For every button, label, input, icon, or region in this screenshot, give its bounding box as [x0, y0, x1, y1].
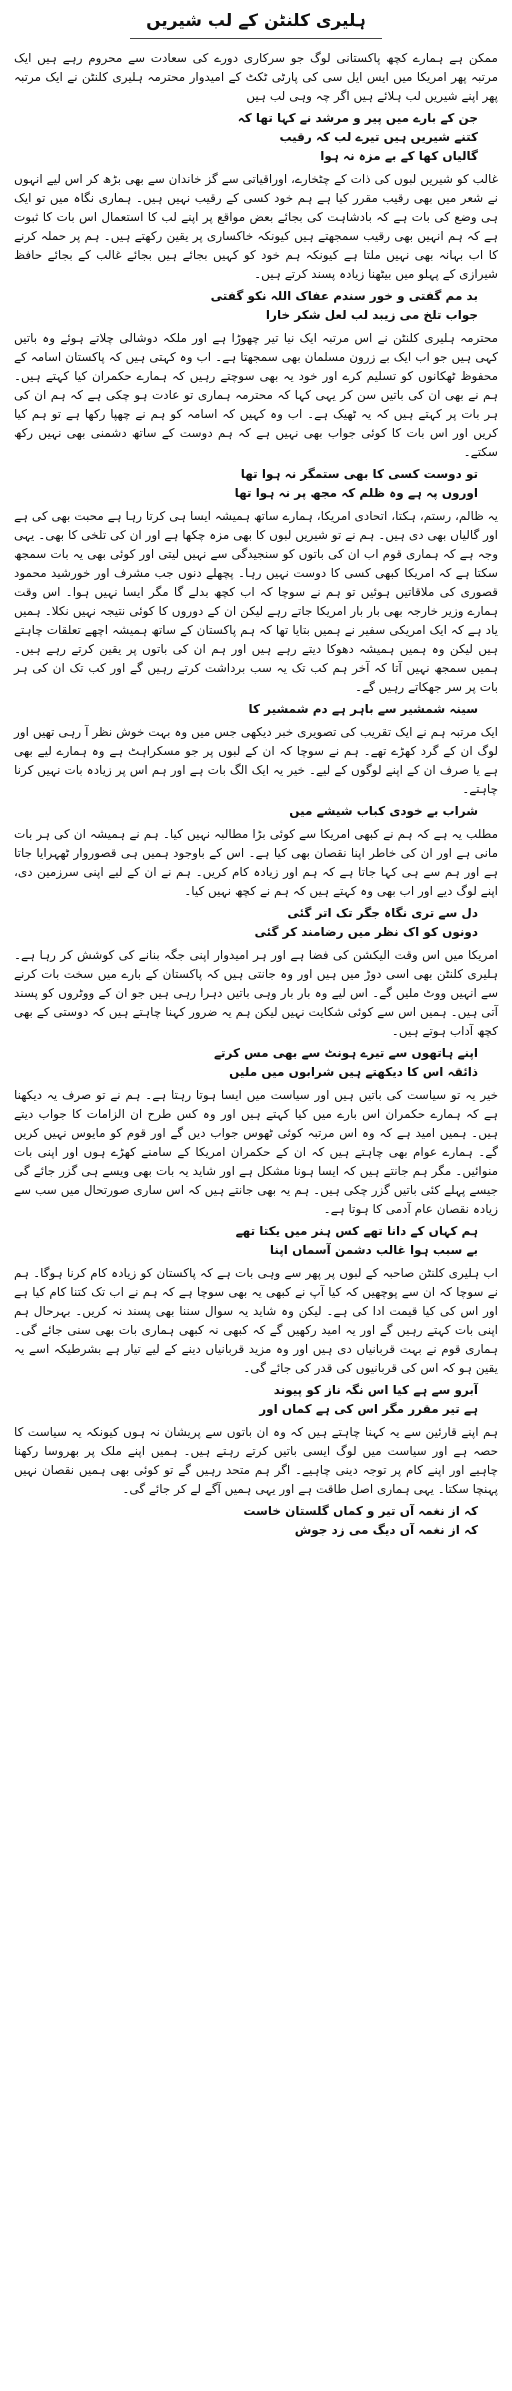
verse-line: اپنے ہاتھوں سے تیرے ہونٹ سے بھی مس کرتے	[214, 1046, 478, 1060]
verse	[14, 1222, 498, 1260]
verse	[14, 109, 498, 166]
verse	[14, 802, 498, 821]
paragraph: خیر یہ تو سیاست کی باتیں ہیں اور سیاست میں ایسا ہوتا رہتا ہے۔ ہم نے تو صرف یہ دیکھنا ہے کہ ہمارے حکمران اس بارے میں کیا کہتے ہیں اور وہ کس طرح ان الزامات کا جواب دیتے ہیں۔ ہمیں امید ہے کہ وہ اس مرتبہ کوئی ٹھوس جواب دیں گے اور قوم کو مایوس نہیں کریں گے۔ ہمارے عوام بھی چاہتے ہیں کہ ان کے حکمران امریکا کے سامنے کھڑے ہوں اور اپنی بات منوائیں۔ مگر ہم جانتے ہیں کہ ایسا ہونا مشکل ہے اور شاید یہ بات بھی ویسے ہی گزر جائے گی جیسے پہلے کئی باتیں گزر چکی ہیں۔ ہم یہ بھی جانتے ہیں کہ اس ساری صورتحال میں سب سے زیادہ نقصان عام آدمی کا ہوتا ہے۔	[14, 1088, 498, 1216]
verse-line: ہم کہاں کے دانا تھے کس ہنر میں یکتا تھے	[235, 1224, 478, 1238]
verse-line: سینہ شمشیر سے باہر ہے دم شمشیر کا	[248, 702, 478, 716]
verse-line: کہ از نغمہ آں دیگ می زد جوش	[294, 1523, 478, 1537]
verse-line: کہ از نغمہ آں تیر و کماں گلستان خاست	[243, 1504, 478, 1518]
verse	[14, 287, 498, 325]
verse	[14, 700, 498, 719]
verse-line: جن کے بارے میں پیر و مرشد نے کہا تھا کہ	[237, 111, 478, 125]
verse-line: آبرو سے ہے کیا اس نگہ ناز کو پیوند	[273, 1383, 478, 1397]
verse	[14, 904, 498, 942]
verse-line: کتنے شیریں ہیں تیرے لب کہ رقیب	[279, 130, 478, 144]
title-wrap	[14, 8, 498, 39]
verse-line: بے سبب ہوا غالب دشمن آسماں اپنا	[269, 1243, 478, 1257]
article-body	[14, 49, 498, 1540]
verse-line: تو دوست کسی کا بھی ستمگر نہ ہوا تھا	[240, 467, 478, 481]
paragraph: غالب کو شیریں لبوں کی ذات کے چٹخارے، اوراقیاتی سے گز خاندان سے بھی بڑھ کر اس لیے انہوں نے شعر میں بھی رقیب مقرر کیا ہے ہم خود کسی کے رقیب نہیں ہیں۔ ہماری نگاہ میں تو ایک ہی وضع کی بات ہے کہ بادشاہت کی بجائے بعض مواقع پر اپنے لب کا استعمال اس بات کا ثبوت ہے کہ ہم انہیں بھی رقیب سمجھتے ہیں کیونکہ خاکساری پر یقین رکھتے ہیں۔ ہم پر حملہ کرنے کا اب بہانہ بھی نہیں ملتا ہے کیونکہ ہم خود کو کہیں بجائے ہیں بجائے غالب کے بجائے حافظ شیرازی کے پہلو میں بیٹھنا زیادہ پسند کرتے ہیں۔	[14, 172, 498, 281]
verse-line: دونوں کو اک نظر میں رضامند کر گئی	[254, 925, 478, 939]
verse-line: گالیاں کھا کے بے مزہ نہ ہوا	[320, 149, 478, 163]
paragraph: امریکا میں اس وقت الیکشن کی فضا ہے اور ہر امیدوار اپنی جگہ بنانے کی کوشش کر رہا ہے۔ ہلیری کلنٹن بھی اسی دوڑ میں ہیں اور وہ جانتی ہیں کہ پاکستان کے بارے میں سخت بات کرنے سے انہیں ووٹ ملیں گے۔ اس لیے وہ بار بار وہی باتیں دہرا رہی ہیں جو ان کے ووٹروں کو پسند آتی ہیں۔ ہمیں اس سے کوئی شکایت نہیں لیکن ہم یہ ضرور کہنا چاہتے ہیں کہ دوستی کے بھی کچھ آداب ہوتے ہیں۔	[14, 948, 498, 1038]
paragraph: یہ ظالم، رستم، ہکتا، اتحادی امریکا، ہمارے ساتھ ہمیشہ ایسا ہی کرتا رہا ہے محبت بھی کی ہے اور گالیاں بھی دی ہیں۔ ہم نے تو شیریں لبوں کا بھی مزہ چکھا ہے اور ان کی تلخی کا بھی۔ یہی وجہ ہے کہ ہماری قوم اب ان کی باتوں کو سنجیدگی سے نہیں لیتی اور کوئی بھی یہ بات سمجھ سکتا ہے کہ امریکا کبھی کسی کا دوست نہیں رہا۔ پچھلے دنوں جب مشرف اور خورشید محمود قصوری کی ملاقاتیں ہوئیں تو ہم نے سوچا کہ اب کچھ بدلے گا مگر ایسا نہیں ہوا۔ اس وقت ہمارے وزیر خارجہ بھی بار بار امریکا جاتے رہے لیکن ان کے دوروں کا کوئی نتیجہ نہیں نکلا۔ ہمیں یاد ہے کہ ایک امریکی سفیر نے ہمیں بتایا تھا کہ ہم پاکستان کے ساتھ ہمیشہ اچھے تعلقات چاہتے ہیں لیکن وہ ہمیں ہمیشہ دھوکا دیتے رہے ہیں اور ہم ان کی باتوں پر یقین کرتے رہے ہیں۔ ہمیں سمجھ نہیں آتا کہ آخر ہم کب تک یہ سب برداشت کرتے رہیں گے اور کب تک ان کی ہر بات پر سر جھکاتے رہیں گے۔	[14, 509, 498, 694]
verse-line: اوروں پہ ہے وہ ظلم کہ مجھ پر نہ ہوا تھا	[234, 486, 478, 500]
verse-line: شراب بے خودی کباب شیشے میں	[289, 804, 478, 818]
verse	[14, 1044, 498, 1082]
verse-line: ہے تیر مقرر مگر اس کی ہے کماں اور	[259, 1402, 478, 1416]
paragraph: ممکن ہے ہمارے کچھ پاکستانی لوگ جو سرکاری دورے کی سعادت سے محروم رہے ہیں ایک مرتبہ پھر امریکا میں ایس ایل سی کی پارٹی ٹکٹ کے امیدوار محترمہ ہلیری کلنٹن نے ایک مرتبہ پھر اپنے شیریں لب ہلائے ہیں اگر چہ وہی لب ہیں	[14, 51, 498, 103]
verse-line: جواب تلخ می زیبد لب لعل شکر خارا	[265, 308, 478, 322]
verse	[14, 1381, 498, 1419]
paragraph: ایک مرتبہ ہم نے ایک تقریب کی تصویری خبر دیکھی جس میں وہ بہت خوش نظر آ رہی تھیں اور لوگ ان کے گرد کھڑے تھے۔ ہم نے سوچا کہ ان کے لبوں پر جو مسکراہٹ ہے وہ ہمارے لیے بھی ہے یا صرف ان کے اپنے لوگوں کے لیے۔ خیر یہ ایک الگ بات ہے اور ہم اس پر زیادہ بات نہیں کرنا چاہتے۔	[14, 725, 498, 796]
article-title: ہلیری کلنٹن کے لب شیریں	[130, 8, 382, 39]
verse-line: ذائقہ اس کا دیکھتے ہیں شرابوں میں ملیں	[229, 1065, 478, 1079]
paragraph: مطلب یہ ہے کہ ہم نے کبھی امریکا سے کوئی بڑا مطالبہ نہیں کیا۔ ہم نے ہمیشہ ان کی ہر بات مانی ہے اور ان کی خاطر اپنا نقصان بھی کیا ہے۔ اس کے باوجود ہمیں ہی قصوروار ٹھہرایا جاتا ہے اور ہم سے ہی کہا جاتا ہے کہ ہم اور زیادہ کام کریں۔ ہم نے ان کے لیے اپنی سرزمین دی، اپنے لوگ دیے اور اب بھی وہ کہتے ہیں کہ ہم نے کچھ نہیں کیا۔	[14, 827, 499, 898]
verse-line: دل سے تری نگاہ جگر تک اتر گئی	[287, 906, 478, 920]
verse	[14, 1502, 498, 1540]
verse	[14, 465, 498, 503]
paragraph: اب ہلیری کلنٹن صاحبہ کے لبوں پر پھر سے وہی بات ہے کہ پاکستان کو زیادہ کام کرنا ہوگا۔ ہم نے سوچا کہ ان سے پوچھیں کہ کیا آپ نے کبھی یہ بھی سوچا ہے کہ ہم نے اب تک کتنا کام کیا ہے اور اس کی کیا قیمت ادا کی ہے۔ لیکن وہ شاید یہ سوال سننا بھی پسند نہ کریں۔ بہرحال ہم اپنی بات کہتے رہیں گے اور یہ امید رکھیں گے کہ کبھی نہ کبھی ہماری بات بھی سنی جائے گی۔ ہماری قوم نے بہت قربانیاں دی ہیں اور وہ مزید قربانیاں دینے کے لیے تیار ہے بشرطیکہ اسے یہ یقین ہو کہ اس کی قربانیوں کی قدر کی جائے گی۔	[14, 1266, 498, 1375]
paragraph: محترمہ ہلیری کلنٹن نے اس مرتبہ ایک نیا تیر چھوڑا ہے اور ملکہ دوشالی چلاتے ہوئے وہ باتیں کہی ہیں جو اب ایک بے زرون مسلمان بھی سمجھتا ہے۔ اب وہ کہتی ہیں کہ پاکستان اسامہ کے محفوظ ٹھکانوں کو تسلیم کرے اور خود یہ بھی سوچتے رہیں کہ ہمارے حکمران کیا کہتے ہیں۔ ہم نے بھی ان کی باتیں سن کر یہی کہا کہ محترمہ ہماری تو عادت ہو چکی ہے کہ ہم ان کی ہر بات پر کہتے ہیں کہ یہ ٹھیک ہے۔ اب وہ کہیں کہ اسامہ کو ہم نے چھپا رکھا ہے تو ہم کیا کریں اور اس بات کا کوئی جواب بھی نہیں ہے کہ ہم دوست کے ساتھ دشمنی بھی نہیں رکھ سکتے۔	[14, 331, 499, 459]
verse-line: بد مم گفتی و خور سندم عفاک اللہ نکو گفتی	[210, 289, 478, 303]
paragraph: ہم اپنے قارئین سے یہ کہنا چاہتے ہیں کہ وہ ان باتوں سے پریشان نہ ہوں کیونکہ یہ سیاست کا حصہ ہے اور سیاست میں لوگ ایسی باتیں کرتے رہتے ہیں۔ ہمیں اپنے ملک پر بھروسا رکھنا چاہیے اور اپنے کام پر توجہ دینی چاہیے۔ اگر ہم متحد رہیں گے تو کوئی بھی ہمیں نقصان نہیں پہنچا سکتا۔ یہی ہماری اصل طاقت ہے اور یہی ہمیں آگے لے کر جائے گی۔	[14, 1425, 498, 1496]
